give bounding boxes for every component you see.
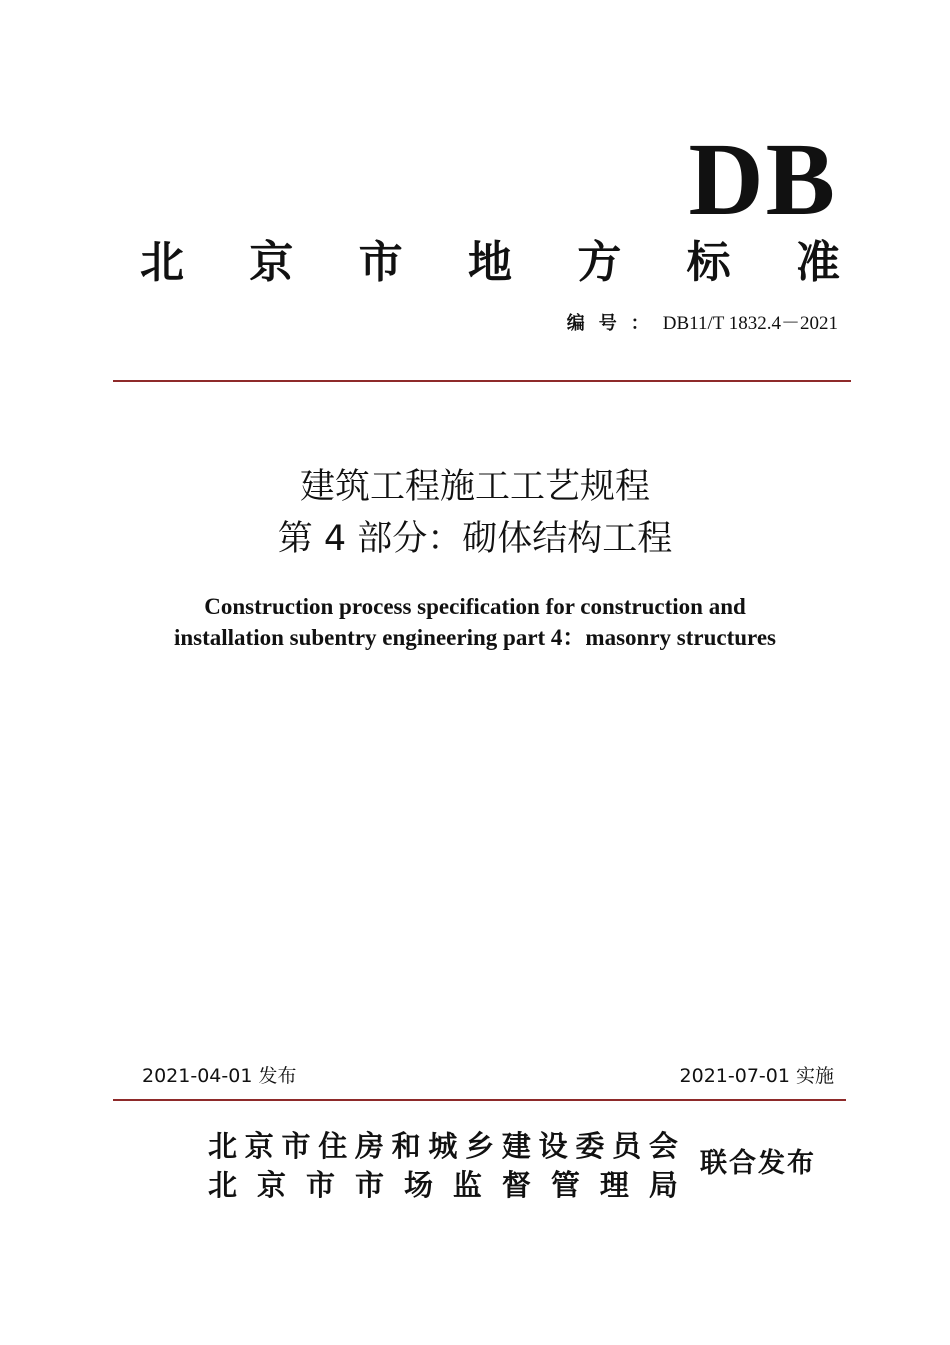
- issuer-line1: [208, 1126, 678, 1166]
- standard-type-char: 准: [795, 237, 840, 288]
- issuer-char: 市: [305, 1168, 335, 1202]
- issuer-char: 设: [538, 1129, 568, 1163]
- standard-type-char: 京: [249, 237, 294, 288]
- standard-code-label: 编号：: [566, 313, 663, 334]
- issuer-char: 住: [318, 1129, 348, 1163]
- title-en-line2: installation subentry engineering part 4：masonry structures: [173, 625, 777, 650]
- bottom-divider: [113, 1099, 846, 1101]
- title-cn-line2: 第 4 部分：砌体结构工程: [277, 519, 673, 559]
- issuer-char: 监: [452, 1168, 482, 1202]
- db-logo: DB: [688, 122, 837, 237]
- implementation-date: 2021-07-01 实施: [679, 1065, 834, 1087]
- issuer-char: 城: [428, 1129, 458, 1163]
- standard-type-char: 标: [686, 237, 731, 288]
- title-en-line1: Construction process specification for construction and: [204, 594, 746, 619]
- standard-type-heading: [140, 235, 840, 291]
- issuer-char: 北: [208, 1168, 238, 1202]
- issue-date: 2021-04-01 发布: [142, 1065, 297, 1087]
- title-cn-line1: 建筑工程施工工艺规程: [299, 467, 650, 507]
- issuer-line2: [208, 1165, 678, 1205]
- issuer-char: 市: [281, 1129, 311, 1163]
- issuer-char: 员: [612, 1129, 642, 1163]
- issuer-char: 督: [501, 1168, 531, 1202]
- issuer-char: 管: [550, 1168, 580, 1202]
- issuer-char: 市: [354, 1168, 384, 1202]
- standard-code: [567, 311, 838, 337]
- issuer-char: 京: [256, 1168, 286, 1202]
- top-divider: [113, 380, 851, 382]
- joint-issue-label: 联合发布: [700, 1148, 816, 1179]
- issuer-char: 理: [599, 1168, 629, 1202]
- issuer-char: 场: [403, 1168, 433, 1202]
- issuer-char: 会: [648, 1129, 678, 1163]
- issuer-char: 京: [244, 1129, 274, 1163]
- standard-type-char: 地: [467, 237, 512, 288]
- standard-code-value: DB11/T 1832.4－2021: [662, 313, 838, 334]
- issuer-char: 房: [354, 1129, 384, 1163]
- standard-type-char: 北: [140, 237, 184, 288]
- issuer-char: 建: [501, 1129, 531, 1163]
- standard-type-char: 方: [577, 237, 622, 288]
- standard-type-char: 市: [358, 237, 403, 288]
- issuer-char: 委: [575, 1129, 605, 1163]
- issuer-char: 和: [391, 1129, 421, 1163]
- issuer-char: 北: [208, 1129, 238, 1163]
- issuer-char: 乡: [465, 1129, 495, 1163]
- issuer-char: 局: [648, 1168, 678, 1202]
